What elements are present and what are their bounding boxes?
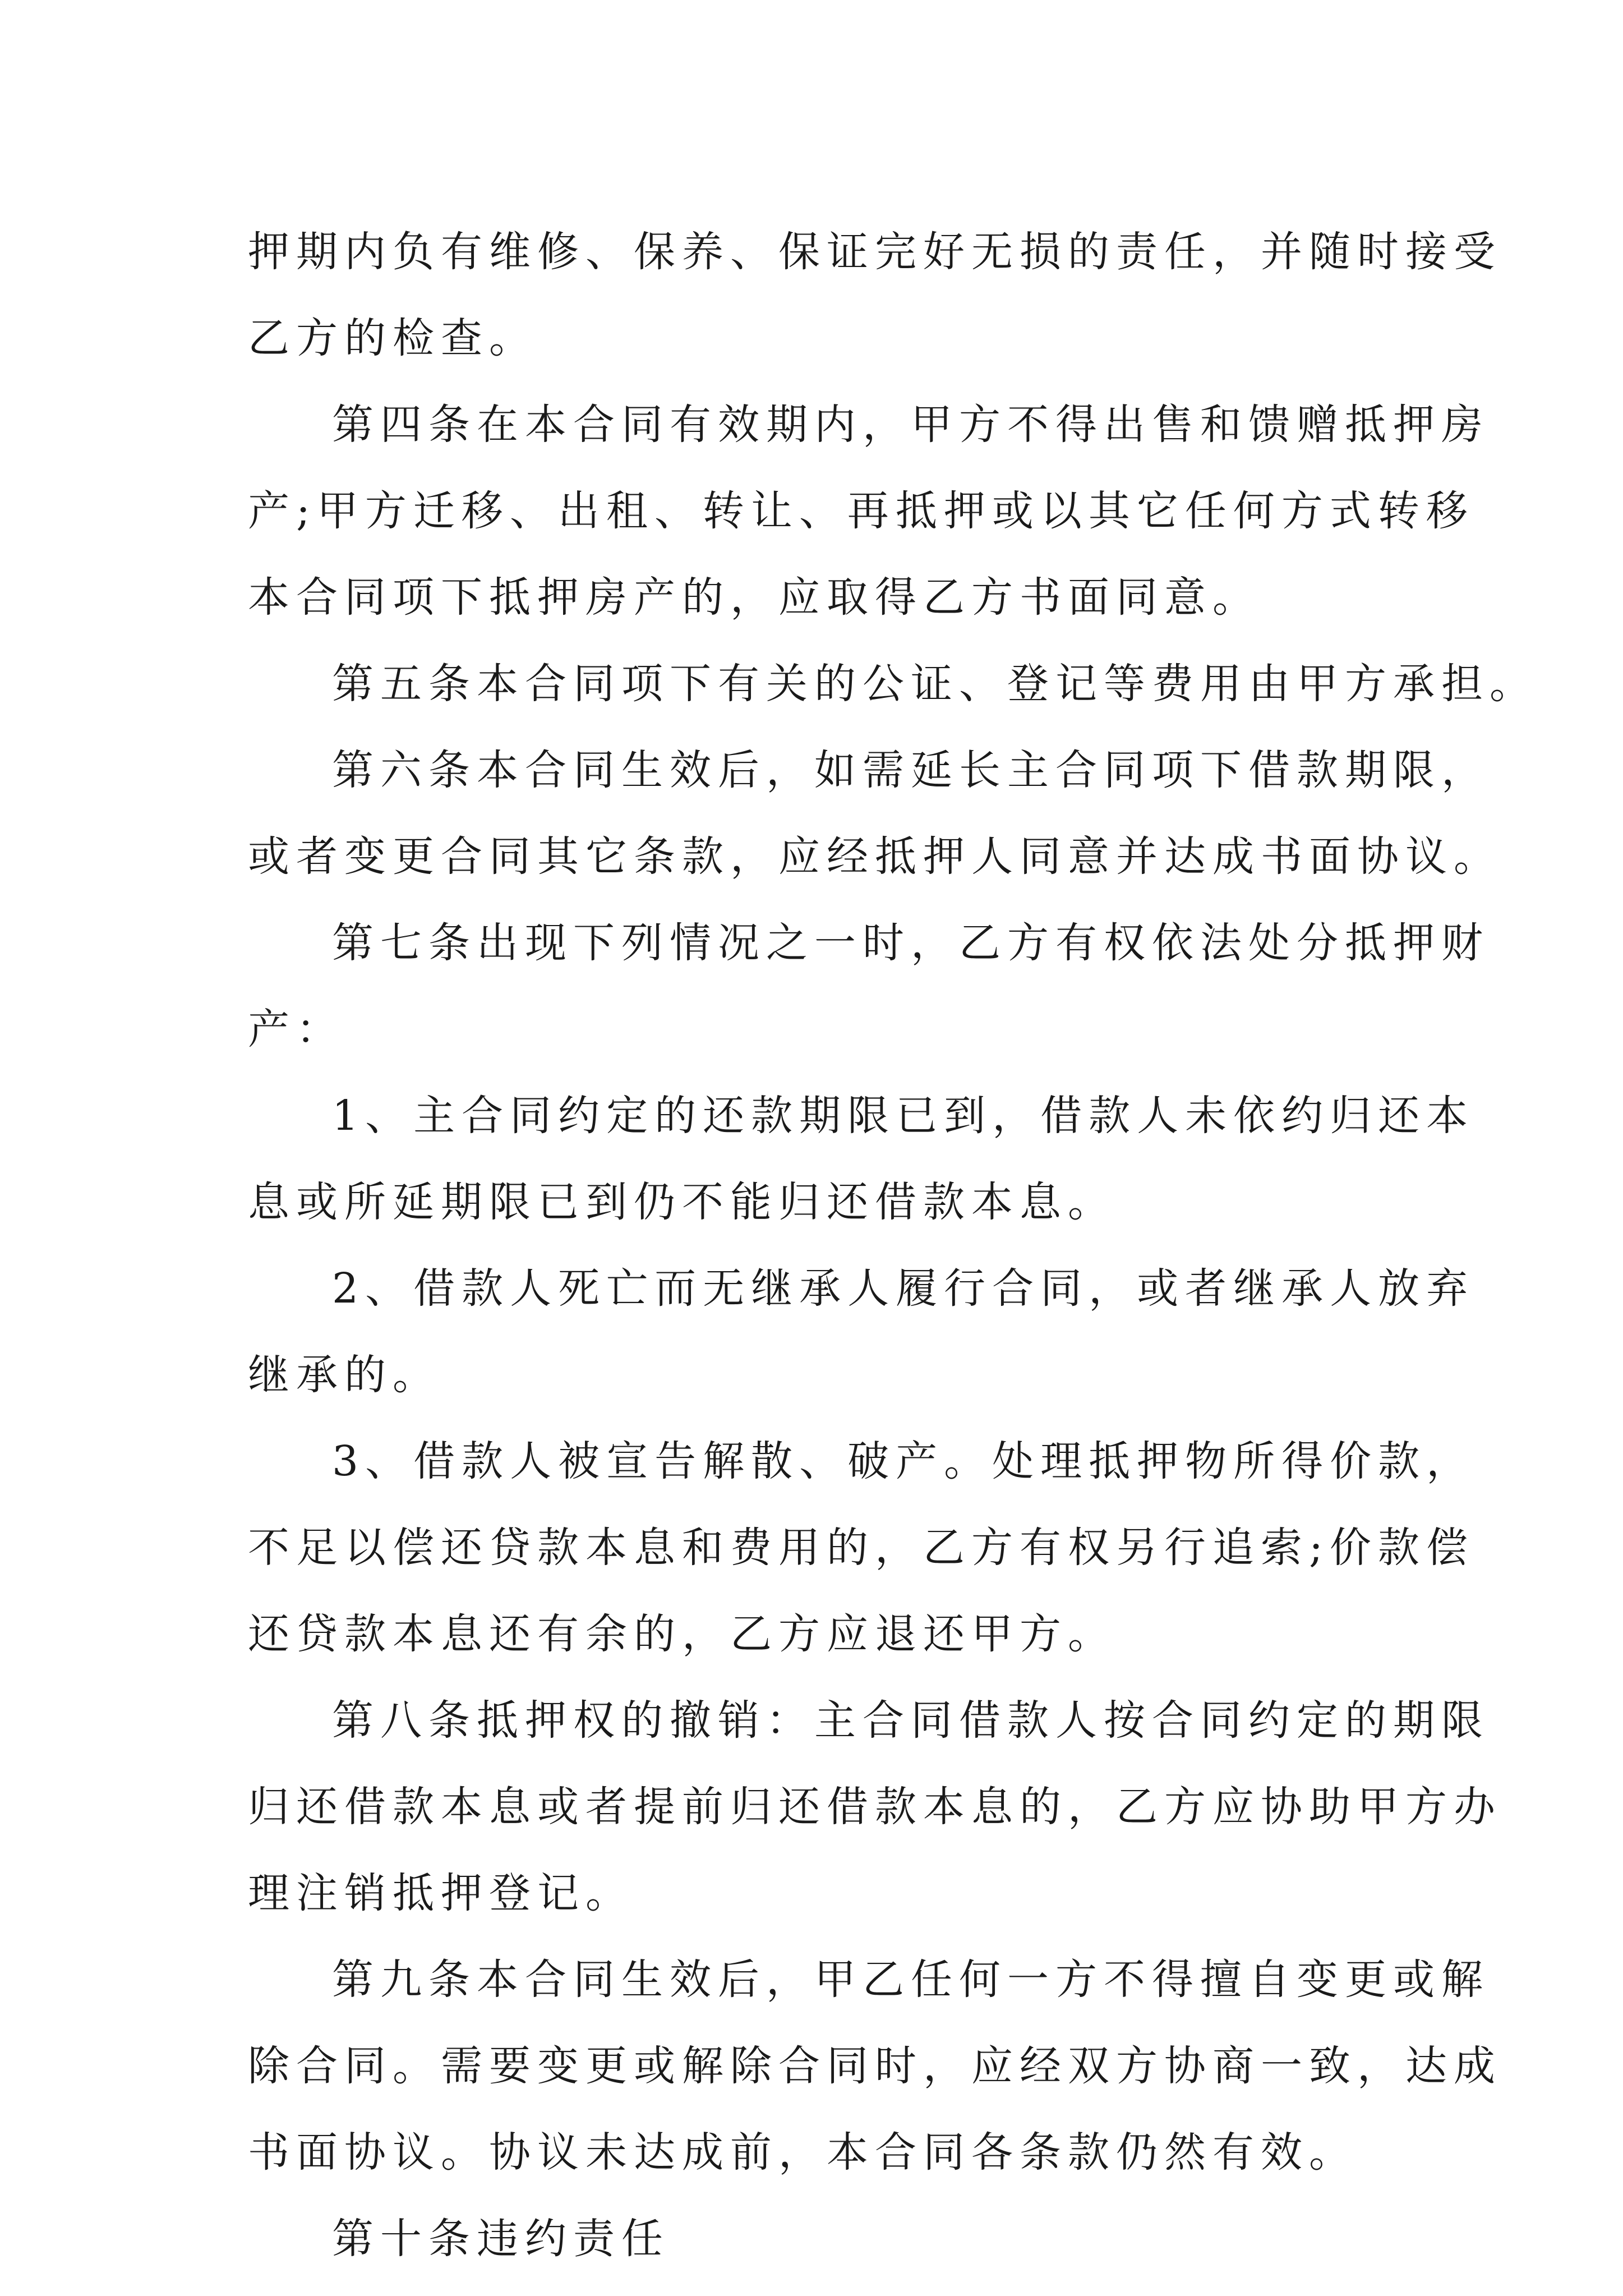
text-line: 1、主合同约定的还款期限已到，借款人未依约归还本 — [332, 1092, 1475, 1140]
text-line: 还贷款本息还有余的，乙方应退还甲方。 — [248, 1610, 1116, 1658]
paragraph — [248, 727, 1502, 900]
paragraph — [248, 381, 1490, 641]
paragraph — [248, 1418, 1475, 1677]
text-line: 押期内负有维修、保养、保证完好无损的责任，并随时接受 — [248, 228, 1502, 276]
text-line: 或者变更合同其它条款，应经抵押人同意并达成书面协议。 — [248, 832, 1502, 881]
text-line: 书面协议。协议未达成前，本合同各条款仍然有效。 — [248, 2128, 1357, 2177]
text-line: 第九条本合同生效后，甲乙任何一方不得擅自变更或解 — [332, 1955, 1490, 2004]
text-line: 第十条违约责任 — [332, 2215, 670, 2263]
text-line: 理注销抵押登记。 — [248, 1869, 634, 1917]
paragraph — [248, 2196, 1392, 2282]
paragraph — [248, 1245, 1475, 1418]
text-line: 第六条本合同生效后，如需延长主合同项下借款期限， — [332, 746, 1490, 794]
text-line: 第七条出现下列情况之一时，乙方有权依法处分抵押财 — [332, 919, 1490, 967]
paragraph — [248, 1936, 1502, 2196]
text-line: 2、借款人死亡而无继承人履行合同，或者继承人放弃 — [332, 1264, 1475, 1313]
text-line: 第八条抵押权的撤销：主合同借款人按合同约定的期限 — [332, 1696, 1490, 1745]
document-body — [248, 209, 1538, 2282]
text-line: 第四条在本合同有效期内，甲方不得出售和馈赠抵押房 — [332, 401, 1490, 449]
paragraph — [248, 1677, 1502, 1936]
text-line: 本合同项下抵押房产的，应取得乙方书面同意。 — [248, 573, 1261, 622]
paragraph — [248, 209, 1502, 381]
text-line: 息或所延期限已到仍不能归还借款本息。 — [248, 1178, 1116, 1226]
text-line: 产;甲方迁移、出租、转让、再抵押或以其它任何方式转移 — [248, 487, 1474, 535]
text-line: 3、借款人被宣告解散、破产。处理抵押物所得价款， — [332, 1437, 1475, 1485]
paragraph — [248, 641, 1538, 727]
text-line: 除合同。需要变更或解除合同时，应经双方协商一致，达成 — [248, 2042, 1502, 2090]
text-line: 继承的。 — [248, 1351, 441, 1399]
text-line: 产： — [248, 1005, 344, 1053]
paragraph — [248, 1073, 1475, 1245]
text-line: 第五条本合同项下有关的公证、登记等费用由甲方承担。 — [332, 660, 1538, 708]
text-line: 归还借款本息或者提前归还借款本息的，乙方应协助甲方办 — [248, 1783, 1502, 1831]
paragraph — [248, 900, 1490, 1073]
text-line: 乙方的检查。 — [248, 314, 537, 362]
text-line: 不足以偿还贷款本息和费用的，乙方有权另行追索;价款偿 — [248, 1524, 1474, 1572]
